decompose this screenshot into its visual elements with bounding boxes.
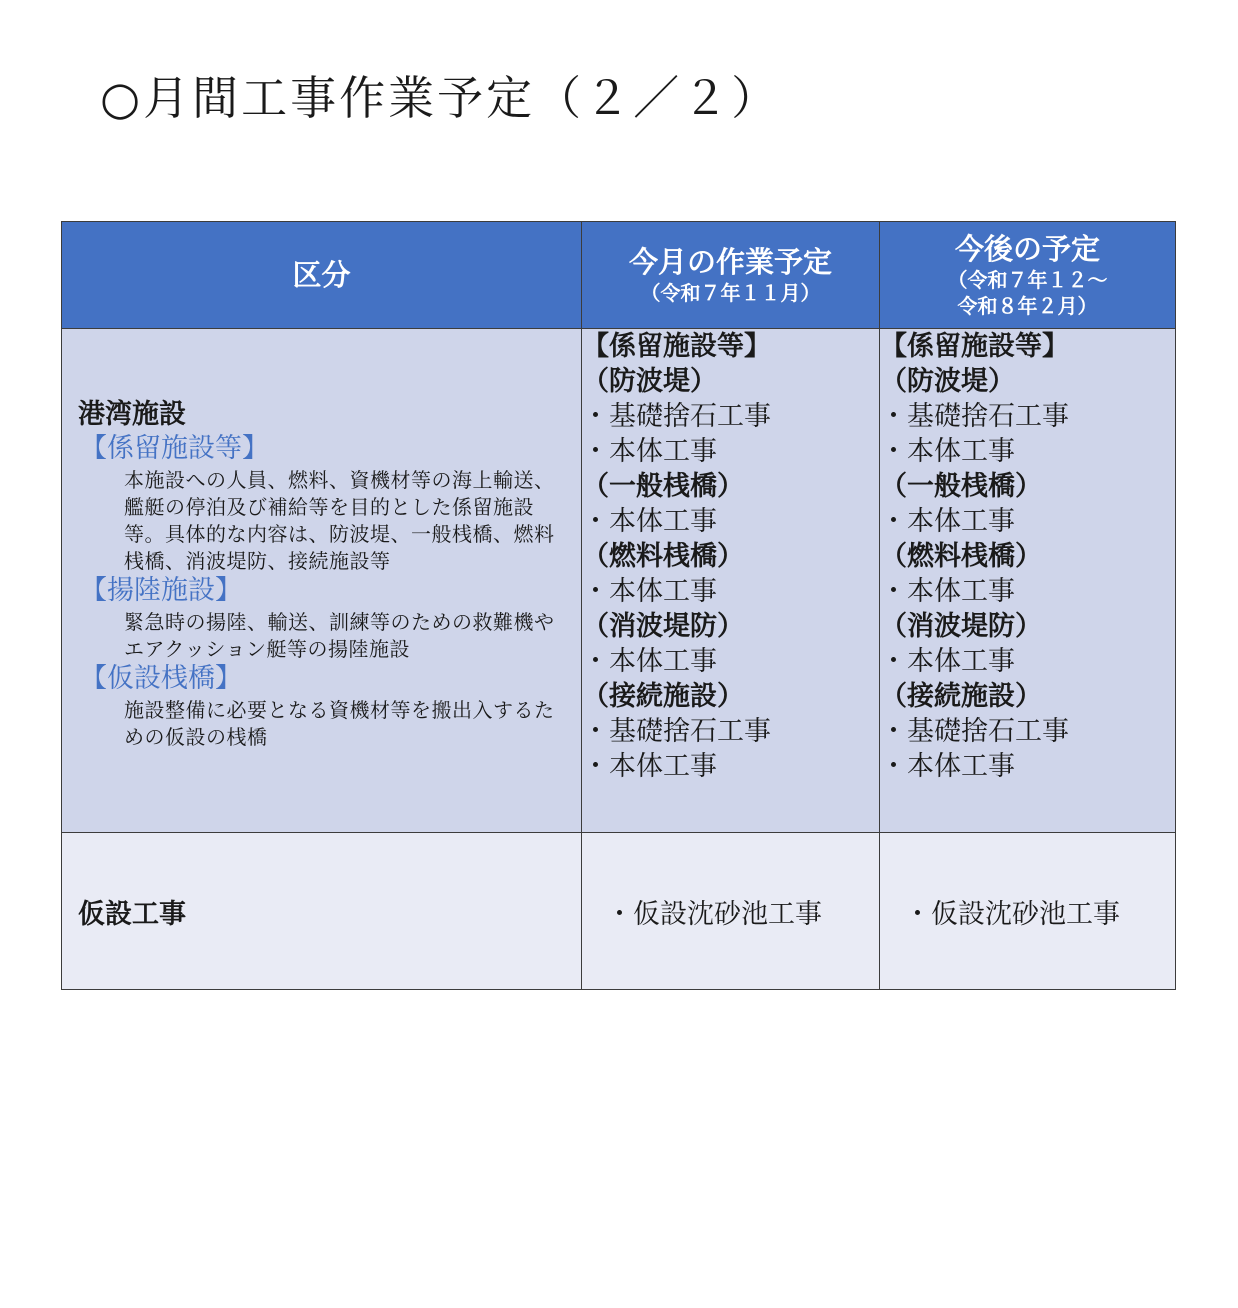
plan-subgroup: （防波堤） xyxy=(582,366,717,397)
plan-group-heading: 【係留施設等】 xyxy=(582,331,771,362)
plan-subgroup: （接続施設） xyxy=(582,681,744,712)
plan-item: ・本体工事 xyxy=(582,506,717,537)
plan-item: ・本体工事 xyxy=(880,646,1015,677)
category-title: 港湾施設 xyxy=(78,399,186,430)
header-category xyxy=(62,222,582,329)
subcategory-description: 本施設への人員、燃料、資機材等の海上輸送、艦艇の停泊及び補給等を目的とした係留施設等。具体的な内容は、防波堤、一般桟橋、燃料桟橋、消波堤防、接続施設等 xyxy=(124,468,555,573)
this-month-plan-cell: ・仮設沈砂池工事 xyxy=(582,833,880,990)
plan-item: ・基礎捨石工事 xyxy=(880,401,1069,432)
subcategory-heading: 【揚陸施設】 xyxy=(80,575,242,606)
plan-group-heading: 【係留施設等】 xyxy=(880,331,1069,362)
this-month-plan-cell xyxy=(582,329,880,833)
subcategory-heading: 【仮設桟橋】 xyxy=(80,663,242,694)
plan-subgroup: （燃料桟橋） xyxy=(880,541,1042,572)
subcategory-description: 緊急時の揚陸、輸送、訓練等のための救難機やエアクッション艇等の揚陸施設 xyxy=(124,610,555,661)
plan-item: ・本体工事 xyxy=(582,646,717,677)
table-row xyxy=(62,833,1176,990)
plan-subgroup: （一般桟橋） xyxy=(880,471,1042,502)
header-future-period-start: （令和７年１２～ xyxy=(947,268,1108,292)
plan-subgroup: （一般桟橋） xyxy=(582,471,744,502)
subcategory-heading: 【係留施設等】 xyxy=(80,433,269,464)
plan-subgroup: （防波堤） xyxy=(880,366,1015,397)
plan-item: ・本体工事 xyxy=(582,436,717,467)
header-future-label: 今後の予定 xyxy=(954,232,1100,266)
plan-subgroup: （消波堤防） xyxy=(880,611,1042,642)
plan-item: ・基礎捨石工事 xyxy=(880,716,1069,747)
plan-subgroup: （燃料桟橋） xyxy=(582,541,744,572)
header-future-period-end: 令和８年２月） xyxy=(957,294,1098,318)
header-future xyxy=(880,222,1176,329)
header-this-month-period: （令和７年１１月） xyxy=(640,281,821,305)
header-this-month xyxy=(582,222,880,329)
header-category-label: 区分 xyxy=(292,258,351,292)
category-cell-port-facilities xyxy=(62,329,582,833)
future-plan-cell: ・仮設沈砂池工事 xyxy=(880,833,1176,990)
plan-item: ・基礎捨石工事 xyxy=(582,401,771,432)
plan-subgroup: （接続施設） xyxy=(880,681,1042,712)
plan-item: ・本体工事 xyxy=(880,576,1015,607)
table-header-row xyxy=(62,222,1176,329)
category-cell-temporary-works: 仮設工事 xyxy=(62,833,582,990)
plan-item: ・本体工事 xyxy=(582,576,717,607)
future-plan-cell xyxy=(880,329,1176,833)
table-row xyxy=(62,329,1176,833)
plan-item: ・本体工事 xyxy=(582,751,717,782)
schedule-table xyxy=(61,221,1176,990)
subcategory-description: 施設整備に必要となる資機材等を搬出入するための仮設の桟橋 xyxy=(124,698,555,749)
plan-item: ・基礎捨石工事 xyxy=(582,716,771,747)
plan-item: ・本体工事 xyxy=(880,436,1015,467)
page-title: ○月間工事作業予定（２／２） xyxy=(100,71,781,125)
plan-subgroup: （消波堤防） xyxy=(582,611,744,642)
header-this-month-label: 今月の作業予定 xyxy=(628,245,832,279)
plan-item: ・本体工事 xyxy=(880,506,1015,537)
plan-item: ・本体工事 xyxy=(880,751,1015,782)
